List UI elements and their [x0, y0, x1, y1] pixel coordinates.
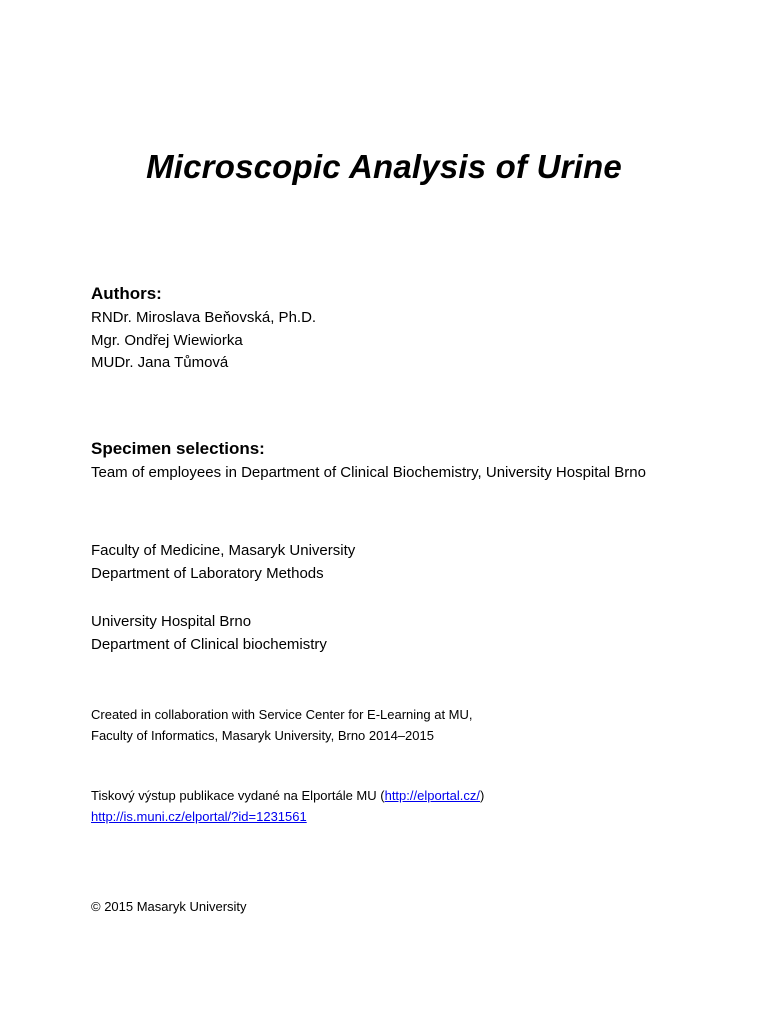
print-output-note: [91, 785, 748, 827]
faculty-block: [91, 540, 748, 585]
copyright-text: © 2015 Masaryk University: [91, 899, 247, 914]
print-output-line: [91, 785, 748, 806]
authors-heading: Authors:: [91, 284, 162, 303]
print-output-text: Tiskový výstup publikace vydané na Elportále MU (: [91, 788, 385, 803]
collaboration-line: Created in collaboration with Service Center for E-Learning at MU,: [91, 707, 473, 722]
collaboration-line: Faculty of Informatics, Masaryk University, Brno 2014–2015: [91, 728, 434, 743]
collaboration-note: [91, 704, 748, 746]
hospital-block: [91, 611, 748, 656]
publication-link[interactable]: http://is.muni.cz/elportal/?id=1231561: [91, 809, 307, 824]
document-title: Microscopic Analysis of Urine: [146, 148, 622, 185]
hospital-department: Department of Clinical biochemistry: [91, 635, 327, 653]
elportal-link[interactable]: http://elportal.cz/: [384, 788, 480, 803]
specimen-heading: Specimen selections:: [91, 439, 265, 458]
publication-link-line: [91, 806, 748, 827]
author-name: RNDr. Miroslava Beňovská, Ph.D.: [91, 309, 317, 326]
author-name: MUDr. Jana Tůmová: [91, 354, 229, 371]
print-output-text-close: ): [479, 788, 485, 803]
author-name: Mgr. Ondřej Wiewiorka: [91, 331, 243, 349]
authors-section: [91, 284, 748, 375]
faculty-name: Faculty of Medicine, Masaryk University: [91, 542, 356, 559]
specimen-text: Team of employees in Department of Clinical Biochemistry, University Hospital Brno: [91, 464, 646, 481]
specimen-section: [91, 439, 748, 485]
faculty-department: Department of Laboratory Methods: [91, 564, 324, 582]
hospital-name: University Hospital Brno: [91, 613, 252, 630]
copyright-notice: [91, 896, 748, 917]
